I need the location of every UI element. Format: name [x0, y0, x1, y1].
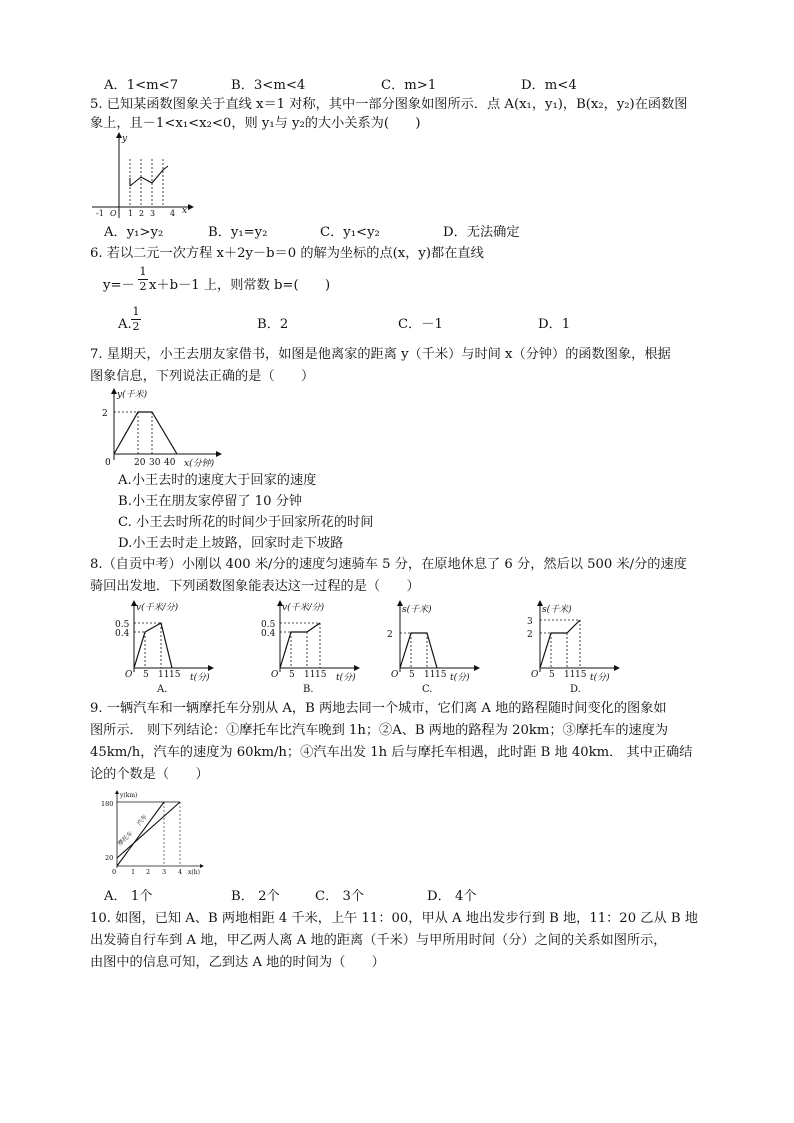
q9-option-b: B． 2个 — [231, 889, 280, 904]
q8d-xtick-11: 11 — [564, 670, 576, 680]
q8b-xtick-5: 5 — [289, 670, 295, 680]
q4-option-b: B．3<m<4 — [231, 78, 306, 93]
q9-ytick-20: 20 — [105, 854, 114, 862]
q5-tick-2: 2 — [139, 209, 145, 218]
q6-option-a-num: 1 — [132, 305, 140, 318]
q5-option-a: A．y₁>y₂ — [104, 225, 164, 240]
q9-option-a: A． 1个 — [104, 889, 153, 904]
q8b-caption: B. — [303, 684, 314, 695]
q8d-caption: D. — [570, 684, 581, 695]
q8d-xlabel: t(分) — [590, 673, 610, 683]
q5-function-graph — [92, 132, 202, 220]
q8a-ytick-04: 0.4 — [115, 629, 130, 639]
q5-xlabel: x — [182, 206, 188, 216]
q7-distance-time-graph — [100, 388, 230, 468]
q8a-xtick-o: O — [125, 670, 133, 680]
q8a-xtick-11: 11 — [158, 670, 170, 680]
q10-text-line3: 由图中的信息可知，乙到达 A 地的时间为（ ） — [90, 955, 385, 970]
q5-text-line2: 象上，且－1<x₁<x₂<0，则 y₁与 y₂的大小关系为( ) — [90, 116, 421, 131]
q5-text-line1: 5. 已知某函数图象关于直线 x＝1 对称，其中一部分图象如图所示．点 A(x₁，y₁)，B(x₂，y₂)在函数图 — [90, 97, 688, 112]
q8c-xtick-15: 15 — [435, 670, 447, 680]
q5-ylabel: y — [122, 134, 128, 144]
q4-option-d: D．m<4 — [521, 78, 577, 93]
q6-option-b: B．2 — [257, 317, 289, 332]
q8a-xlabel: t(分) — [190, 673, 210, 683]
q7-option-b: B.小王在朋友家停留了 10 分钟 — [118, 494, 303, 509]
q9-text-line3: 45km/h，汽车的速度为 60km/h；④汽车出发 1h 后与摩托车相遇，此时距 B 地 40km． 其中正确结 — [90, 745, 693, 760]
q7-ytick-2: 2 — [102, 409, 108, 419]
q9-ytick-180: 180 — [101, 800, 114, 808]
q6-equation-pre: y=－ — [103, 278, 135, 293]
q9-ylabel: y(km) — [120, 792, 138, 799]
q8c-xtick-5: 5 — [409, 670, 415, 680]
q9-xtick-4: 4 — [178, 868, 183, 876]
q8-graph-a — [112, 600, 222, 695]
q8a-xtick-15: 15 — [169, 670, 181, 680]
q8d-xtick-15: 15 — [575, 670, 587, 680]
q8b-xtick-o: O — [271, 670, 279, 680]
q5-tick-3: 3 — [150, 209, 156, 218]
q6-fraction-den: 2 — [139, 280, 147, 293]
q5-tick-neg1: -1 — [96, 209, 104, 218]
q7-ylabel: y(千米) — [117, 390, 148, 400]
q9-option-c: C． 3个 — [315, 889, 365, 904]
q9-option-d: D． 4个 — [427, 889, 477, 904]
q8c-xlabel: t(分) — [450, 673, 470, 683]
q7-xlabel: x(分钟) — [184, 459, 215, 469]
q9-text-line2: 图所示． 则下列结论：①摩托车比汽车晚到 1h；②A、B 两地的路程为 20km；③摩托车的速度为 — [90, 723, 669, 738]
q7-text-line2: 图象信息，下列说法正确的是（ ） — [90, 369, 315, 384]
q5-option-d: D．无法确定 — [443, 225, 520, 240]
q7-text-line1: 7. 星期天，小王去朋友家借书，如图是他离家的距离 y（千米）与时间 x（分钟）的函数图象，根据 — [90, 347, 671, 362]
q8b-ylabel: v(千米/分) — [282, 603, 325, 613]
q6-fraction-num: 1 — [139, 265, 147, 278]
q5-tick-4: 4 — [170, 209, 176, 218]
q5-option-c: C．y₁<y₂ — [320, 225, 380, 240]
q6-option-a-den: 2 — [132, 320, 140, 333]
q5-tick-origin: O — [110, 209, 117, 218]
q6-option-a-fraction — [131, 306, 141, 333]
q9-xtick-1: 1 — [131, 868, 136, 876]
q10-text-line2: 出发骑自行车到 A 地，甲乙两人离 A 地的距离（千米）与甲所用时间（分）之间的关系如图所示， — [90, 933, 667, 948]
q8b-ytick-04: 0.4 — [261, 629, 276, 639]
q8-text-line2: 骑回出发地．下列函数图象能表达这一过程的是（ ） — [90, 579, 420, 594]
q8-graph-b — [258, 600, 368, 695]
q8d-ytick-3: 3 — [527, 617, 533, 627]
q6-text-line1: 6. 若以二元一次方程 x＋2y－b＝0 的解为坐标的点(x，y)都在直线 — [90, 246, 484, 261]
q8-text-line1: 8.（自贡中考）小刚以 400 米/分的速度匀速骑车 5 分，在原地休息了 6 分，然后以 500 米/分的速度 — [90, 557, 687, 572]
q9-xtick-3: 3 — [162, 868, 167, 876]
q9-xtick-0: 0 — [112, 868, 117, 876]
q4-option-a: A．1<m<7 — [104, 78, 179, 93]
q5-tick-1: 1 — [128, 209, 134, 218]
q9-label-motorcycle: 摩托车 — [116, 830, 135, 848]
q8b-xlabel: t(分) — [336, 673, 356, 683]
q9-xlabel: x(h) — [188, 869, 200, 876]
q10-text-line1: 10. 如图，已知 A、B 两地相距 4 千米，上午 11：00，甲从 A 地出发步行到 B 地，11：20 乙从 B 地 — [90, 911, 698, 926]
q7-option-a: A.小王去时的速度大于回家的速度 — [118, 473, 317, 488]
q6-fraction — [138, 266, 148, 293]
q8d-xtick-o: O — [531, 670, 539, 680]
q7-xtick-0: 0 — [105, 458, 111, 468]
q9-xtick-2: 2 — [146, 868, 151, 876]
q7-xtick-40: 40 — [164, 458, 176, 468]
q7-xtick-20: 20 — [134, 458, 146, 468]
q8a-caption: A. — [157, 684, 168, 695]
q7-option-d: D.小王去时走上坡路，回家时走下坡路 — [118, 536, 344, 551]
q8c-xtick-11: 11 — [424, 670, 436, 680]
q8d-ytick-2: 2 — [527, 630, 533, 640]
q8b-xtick-15: 15 — [315, 670, 327, 680]
q8b-xtick-11: 11 — [304, 670, 316, 680]
q6-option-d: D．1 — [538, 317, 571, 332]
q6-equation-post: x＋b－1 上，则常数 b=( ) — [149, 278, 331, 293]
q9-label-car: 汽车 — [136, 813, 149, 828]
q9-text-line4: 论的个数是（ ） — [90, 767, 209, 782]
q8-graph-c — [378, 600, 488, 695]
q9-distance-time-graph — [100, 790, 212, 878]
q8c-ytick-2: 2 — [387, 630, 393, 640]
q8a-ylabel: v(千米/分) — [136, 603, 179, 613]
q9-text-line1: 9. 一辆汽车和一辆摩托车分别从 A，B 两地去同一个城市，它们离 A 地的路程随时间变化的图象如 — [90, 701, 667, 716]
q6-option-c: C．－1 — [398, 317, 443, 332]
q4-option-c: C．m>1 — [381, 78, 437, 93]
q8a-ytick-05: 0.5 — [115, 620, 130, 630]
q8a-xtick-5: 5 — [143, 670, 149, 680]
q8b-ytick-05: 0.5 — [261, 620, 276, 630]
q7-option-c: C. 小王去时所花的时间少于回家所花的时间 — [118, 515, 374, 530]
q8c-xtick-o: O — [391, 670, 399, 680]
q8d-ylabel: s(千米) — [542, 605, 572, 615]
q6-option-a-prefix: A. — [118, 317, 132, 332]
q8c-caption: C. — [422, 684, 433, 695]
q7-xtick-30: 30 — [149, 458, 161, 468]
q5-option-b: B．y₁=y₂ — [208, 225, 268, 240]
q8d-xtick-5: 5 — [549, 670, 555, 680]
q8c-ylabel: s(千米) — [402, 605, 432, 615]
q8-graph-d — [518, 600, 628, 695]
